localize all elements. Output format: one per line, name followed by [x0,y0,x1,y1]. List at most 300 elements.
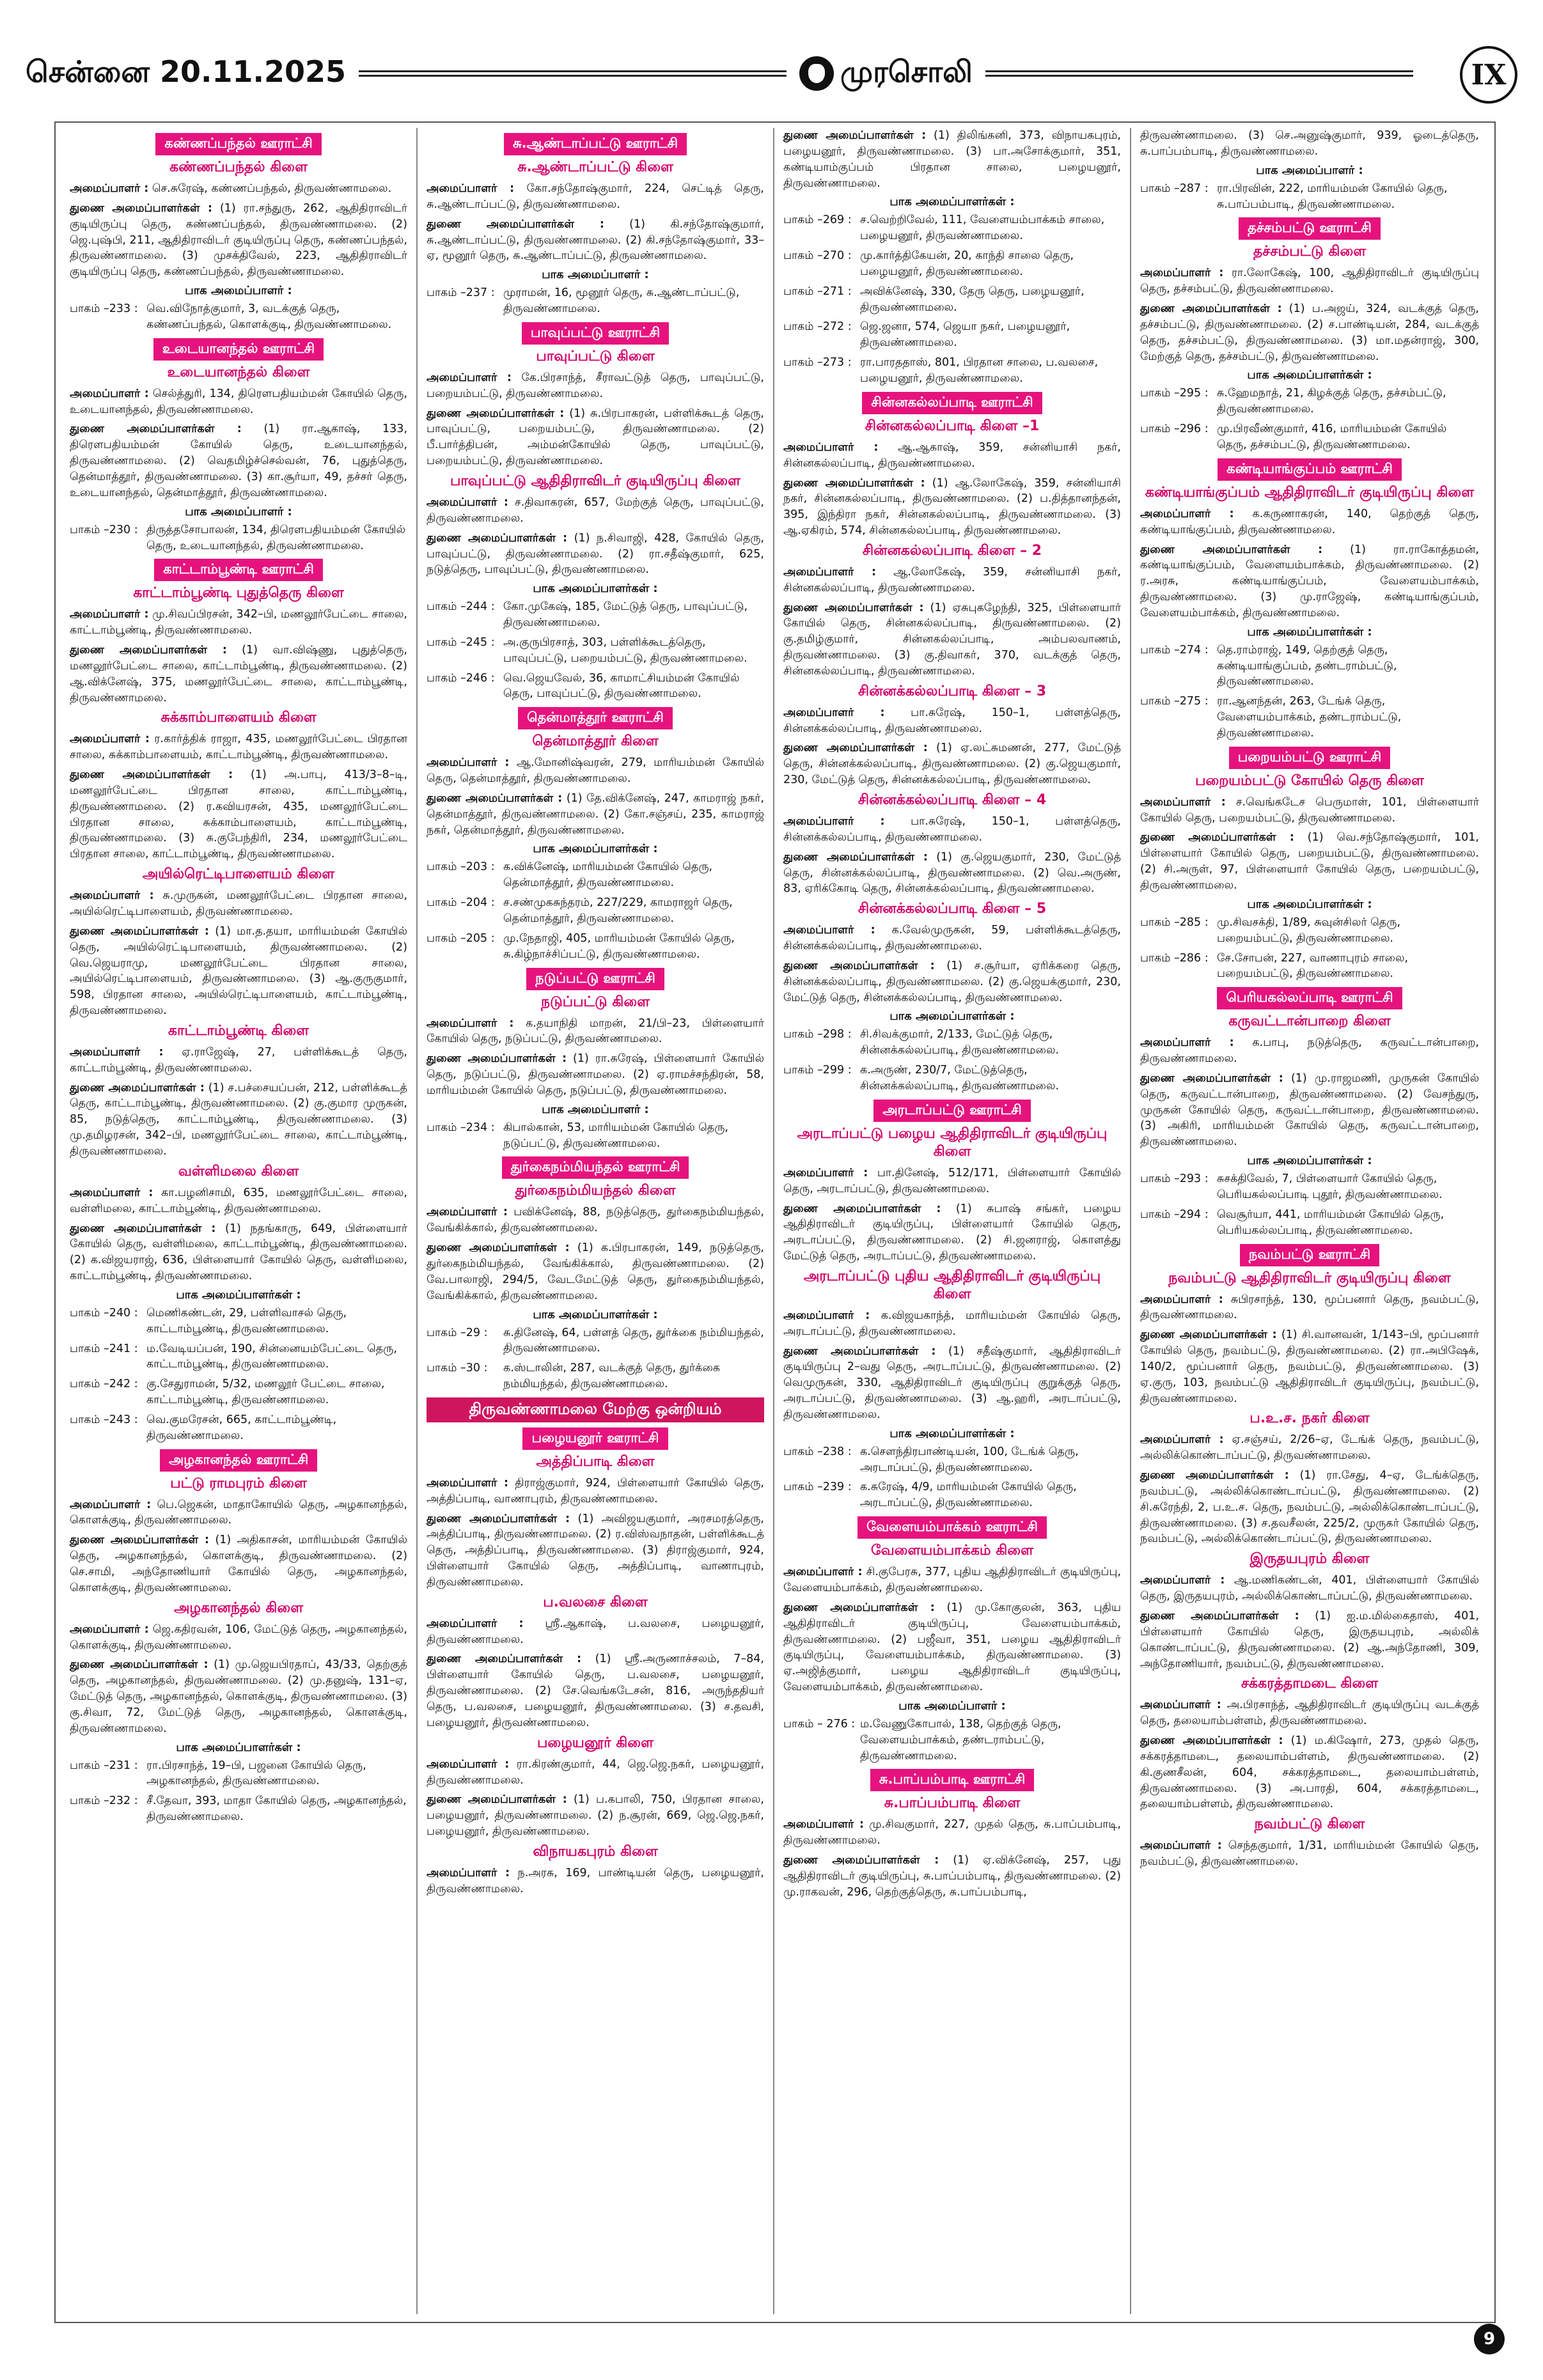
entry-role: துணை அமைப்பாளர்கள் : [783,959,935,972]
entry-paragraph [70,642,407,706]
booth-entry [427,931,764,963]
branch-heading: உடையானந்தல் கிளை [167,364,310,380]
header-rule-left [359,70,787,77]
entry-role: அமைப்பாளர் : [70,608,149,621]
booth-entry [783,355,1121,387]
entry-role: அமைப்பாளர் : [1140,1293,1223,1306]
branch-heading: சு.ஆண்டாப்பட்டு கிளை [517,159,673,175]
branch-heading: சின்னகல்லப்பாடி கிளை –1 [865,417,1040,434]
booth-person: க.ஸ்டாலின், 287, வடக்குத் தெரு, துர்க்கை நம்மியந்தல், திருவண்ணாமலை. [503,1362,720,1391]
booth-number: பாகம் –245 : [427,635,495,649]
booth-number: பாகம் –234 : [427,1121,495,1134]
entry-paragraph [1140,1608,1479,1672]
section-label: பாக அமைப்பாளர்கள் : [889,1009,1015,1023]
booth-number: பாகம் –237 : [427,286,495,300]
entry-paragraph [427,1240,764,1303]
entry-text: (1) திலிங்கனி, 373, விநாயகபுரம், பழையனூர், திருவண்ணாமலை. (3) பா.அசோக்குமார், 351, கண்டியாம்குப்பம் பிரதான சாலை, பழையனூர், திருவண்ணாமலை. [783,129,1121,190]
entry-role: அமைப்பாளர் : [427,182,515,195]
entry-role: துணை அமைப்பாளர்கள் : [427,407,565,420]
booth-person: கு.சேதுராமன், 5/32, மணலூர் பேட்டை சாலை, காட்டாம்பூண்டி, திருவண்ணாமலை. [146,1378,385,1407]
entry-text: (1) கு.ஜெயகுமார், 230, மேட்டுத் தெரு, சின்னக்கல்லப்பாடி, திருவண்ணாமலை. (2) வெ.அருண், 83, ஏரிக்கோடி தெரு, சின்னக்கல்லப்பாடி, திருவண்ணாமலை. [783,850,1121,896]
section-label: பாக அமைப்பாளர் : [185,504,292,518]
booth-person: க.அருண், 230/7, மேட்டுத்தெரு, சின்னக்கல்லப்பாடி, திருவண்ணாமலை. [860,1064,1060,1093]
booth-entry [783,1062,1121,1094]
entry-paragraph [1140,1733,1479,1812]
entry-role: துணை அமைப்பாளர்கள் : [783,129,927,142]
panchayat-heading: சு.ஆண்டாப்பட்டு ஊராட்சி [504,133,687,155]
branch-heading: சின்னக்கல்லப்பாடி கிளை – 5 [858,901,1047,917]
entry-role: அமைப்பாளர் : [783,1166,868,1179]
branch-heading: தச்சம்பட்டு கிளை [1253,244,1367,260]
booth-number: பாகம் –287 : [1140,182,1209,195]
entry-text: ஆ.ஆகாஷ், 359, சன்னியாசி நகர், சின்னகல்லப்பாடி, திருவண்ணாமலை. [783,440,1121,470]
entry-text: (1) மு.கோகுலன், 363, புதிய ஆதிதிராவிடர் குடியிருப்பு, வேளையம்பாக்கம், திருவண்ணாமலை. (2) பஜீவா, 351, பழைய ஆதிதிராவிடர் குடியிருப்பு, வேளையம்பாக்கம், திருவண்ணாமலை. (3) ஏ.அஜித்குமார், பழைய ஆதிதிராவிடர் குடியிருப்பு, வேளையம்பாக்கம், திருவண்ணாமலை. [783,1601,1121,1694]
section-label: பாக அமைப்பாளர்கள் : [533,582,658,596]
entry-text: (1) சுபாஷ் சங்கர், பழைய ஆதிதிராவிடர் குடியிருப்பு, பிள்ளையார் கோயில் தெரு, அரடாப்பட்டு, திருவண்ணாமலை. (2) சி.ஜனராஜ், கொளத்து மேட்டுத் தெரு, அரடாப்பட்டு, திருவண்ணாமலை. [783,1202,1121,1263]
booth-number: பாகம் –285 : [1140,915,1209,929]
section-label: பாக அமைப்பாளர்கள் : [176,1287,301,1302]
booth-person: வெசூர்யா, 441, மாரியம்மன் கோயில் தெரு, பெரியகல்லப்பாடி, திருவண்ணாமலை. [1217,1208,1445,1237]
booth-entry [70,1341,407,1373]
entry-text: க.தயாநிதி மாறன், 21/பி–23, பிள்ளையார் கோயில் தெரு, நடுப்பட்டு, திருவண்ணாமலை. [427,1016,764,1046]
branch-heading: விநாயகபுரம் கிளை [533,1843,658,1860]
entry-text: (1) ரா.ஆகாஷ், 133, திரௌபதியம்மன் கோயில் தெரு, உடையானந்தல், திருவண்ணாமலை. (2) வெதமிழ்ச்செல்வன், 76, புதுத்தெரு, தென்மாத்தூர், திருவண்ணாமலை. (3) கா.சூர்யா, 49, தச்சர் தெரு, உடையானந்தல், தென்மாத்தூர், திருவண்ணாமலை. [70,423,408,499]
entry-paragraph [783,440,1121,472]
entry-role: அமைப்பாளர் : [1140,795,1226,809]
section-label: பாக அமைப்பாளர் : [1256,163,1363,177]
entry-role: அமைப்பாளர் : [427,371,512,384]
entry-text: (1) மு.ஜெயபிரதாப், 43/33, தெற்குத் தெரு, அழகானந்தல், திருவண்ணாமலை. (2) மு.தனுஷ், 131–ஏ, மேட்டுத் தெரு, அழகானந்தல், கொளக்குடி, திருவண்ணாமலை. (3) கு.சிவா, 72, மேட்டுத் தெரு, அழகானந்தல், கொளக்குடி, திருவண்ணாமலை. [70,1658,408,1735]
branch-heading: பறையம்பட்டு கோயில் தெரு கிளை [1195,772,1424,789]
entry-role: அமைப்பாளர் : [783,815,885,828]
booth-number: பாகம் –295 : [1140,387,1209,400]
entry-text: ஏ.ராஜேஷ், 27, பள்ளிக்கூடத் தெரு, காட்டாம்பூண்டி, திருவண்ணாமலை. [70,1045,407,1075]
entry-paragraph [783,922,1121,954]
booth-person: க.சௌந்திரபாண்டியன், 100, டேங்க் தெரு, அரடாப்பட்டு, திருவண்ணாமலை. [860,1445,1079,1474]
entry-paragraph [427,406,764,469]
booth-person: சு.தினேஷ், 64, பள்ளத் தெரு, துர்க்கை நம்மியந்தல், திருவண்ணாமலை. [503,1326,764,1355]
section-label: பாக அமைப்பாளர்கள் : [533,842,658,856]
booth-number: பாகம் –269 : [783,214,852,227]
booth-person: ம.வேணுகோபால், 138, தெற்குத் தெரு, வேளையம்பாக்கம், தண்டராம்பட்டு, திருவண்ணாமலை. [860,1717,1061,1762]
branch-heading: ப.உ.ச. நகர் கிளை [1249,1410,1370,1427]
heading-wrap [427,133,764,155]
entry-role: அமைப்பாளர் : [783,565,876,579]
branch-heading: சின்னக்கல்லப்பாடி கிளை – 3 [858,683,1047,699]
entry-role: அமைப்பாளர் : [1140,507,1234,520]
booth-entry [70,301,407,333]
entry-text: (1) ஏ.லட்சுமணன், 277, மேட்டுத் தெரு, சின்னக்கல்லப்பாடி, திருவண்ணாமலை. (2) கு.ஜெயகுமார், 230, மேட்டுத் தெரு, சின்னக்கல்லப்பாடி, திருவண்ணாமலை. [783,742,1121,787]
entry-text: (1) ரா.சேது, 4–ஏ, டேங்க்தெரு, நவம்பட்டு, அல்லிக்கொண்டாப்பட்டு, திருவண்ணாமலை. (2) சி.சுரேந்தி, 2, ப.உ.ச. தெரு, நவம்பட்டு, அல்லிக்கொண்டாப்பட்டு, திருவண்ணாமலை. (3) ச.தவசீலன், 225/2, முருகர் கோயில் தெரு, நவம்பட்டு, அல்லிக்கொண்டாப்பட்டு, திருவண்ணாமலை. [1140,1469,1479,1546]
entry-paragraph [70,767,407,862]
entry-role: அமைப்பாளர் : [783,706,885,719]
heading-wrap [1140,458,1479,481]
entry-text: (1) ஸ்ரீ.அருணாச்சலம், 7–84, பிள்ளையார் கோயில் தெரு, ப.வலசை, பழையனூர், திருவண்ணாமலை. (2) சே.வெங்கடேசன், 816, அருந்ததியர் தெரு, ப.வலசை, பழையனூர், திருவண்ணாமலை. (3) ச.தவசி, பழையனூர், திருவண்ணாமலை. [427,1653,764,1729]
entry-paragraph [1140,1432,1479,1464]
section-label: பாக அமைப்பாளர் : [542,1102,649,1116]
entry-text: மு.சிவகுமார், 227, முதல் தெரு, சு.பாப்பம்பாடி, திருவண்ணாமலை. [783,1818,1121,1847]
entry-text: (1) ஐ.ம.மில்கைதாஸ், 401, பிள்ளையார் கோயில் தெரு, இருதயபுரம், அல்லிக் கொண்டாப்பட்டு, திருவண்ணாமலை. (2) ஆ.அந்தோணி, 309, அந்தோணியார், நவம்பட்டு, திருவண்ணாமலை. [1140,1610,1480,1670]
panchayat-heading: சின்னகல்லப்பாடி ஊராட்சி [862,392,1042,414]
booth-person: வெ.ஜெயவேல், 36, காமாட்சியம்மன் கோயில் தெரு, பாவுப்பட்டு, திருவண்ணாமலை. [503,671,740,701]
entry-role: துணை அமைப்பாளர்கள் : [1140,1734,1283,1748]
entry-role: அமைப்பாளர் : [783,1566,863,1579]
booth-number: பாகம் –205 : [427,931,495,945]
entry-text: (1) அவிஜயகுமார், அரசமரத்தெரு, அத்திப்பாடி, திருவண்ணாமலை. (2) ர.விஸ்வநாதன், பள்ளிக்கூடத் தெரு, அத்திப்பாடி, திருவண்ணாமலை. (3) திராஜ்குமார், 924, பிள்ளையார் கோயில் தெரு, அத்திப்பாடி, வாணாபுரம், திருவண்ணாமலை. [427,1512,764,1589]
entry-text: (1) சதீஷ்குமார், ஆதிதிராவிடர் குடியிருப்பு 2–வது தெரு, அரடாப்பட்டு, திருவண்ணாமலை. (2) வெமுருகன், 330, ஆதிதிராவிடர் குடியிருப்பு குறுக்குத் தெரு, அரடாப்பட்டு, திருவண்ணாமலை. (3) ஆ.ஹரி, அரடாப்பட்டு, திருவண்ணாமலை. [783,1344,1121,1421]
entry-paragraph [783,1600,1121,1695]
panchayat-heading: சு.பாப்பம்பாடி ஊராட்சி [870,1769,1034,1791]
entry-role: துணை அமைப்பாளர்கள் : [70,924,209,938]
panchayat-heading: அழகானந்தல் ஊராட்சி [160,1449,317,1472]
booth-number: பாகம் –244 : [427,600,495,614]
booth-person: மெணிகண்டன், 29, பள்ளிவாசல் தெரு, காட்டாம்பூண்டி, திருவண்ணாமலை. [146,1306,347,1335]
entry-text: (1) நதங்காரு, 649, பிள்ளையார் கோயில் தெரு, வள்ளிமலை, காட்டாம்பூண்டி, திருவண்ணாமலை. (2) க.விஜயராஜ், 636, பிள்ளையார் கோயில் தெரு, வள்ளிமலை, காட்டாம்பூண்டி, திருவண்ணாமலை. [70,1222,407,1283]
column-1 [61,128,418,2314]
entry-paragraph [1140,1573,1479,1605]
entry-paragraph [1140,542,1479,621]
heading-wrap [70,133,407,155]
entry-paragraph [1140,1327,1479,1406]
branch-heading: துர்கைநம்மியந்தல் கிளை [515,1183,676,1199]
booth-number: பாகம் –230 : [70,523,138,536]
entry-paragraph [783,814,1121,846]
booth-person: ரா.பிரவின், 222, மாரியம்மன் கோயில் தெரு, சு.பாப்பம்பாடி, திருவண்ணாமலை. [1217,182,1448,211]
entry-text: செந்தகுமார், 1/31, மாரியம்மன் கோயில் தெரு, நவம்பட்டு, திருவண்ணாமலை. [1140,1839,1479,1869]
entry-paragraph [427,217,764,265]
booth-person: ம.வேடியப்பன், 190, சின்னையம்பேட்டை தெரு, காட்டாம்பூண்டி, திருவண்ணாமலை. [146,1342,397,1371]
booth-entry [427,859,764,891]
entry-role: அமைப்பாளர் : [427,1617,524,1630]
booth-person: அவிக்னேஷ், 330, தேரு தெரு, பழையனூர், திருவண்ணாமலை. [860,284,1085,314]
booth-number: பாகம் –204 : [427,896,495,910]
entry-text: (1) ரா.சுரேஷ், பிள்ளையார் கோயில் தெரு, நடுப்பட்டு, திருவண்ணாமலை. (2) ஏ.ராமச்சந்திரன், 58, மாரியம்மன் கோயில் தெரு, நடுப்பட்டு, திருவண்ணாமலை. [427,1052,764,1097]
booth-number: பாகம் –275 : [1140,695,1209,708]
branch-heading: பட்டு ராமபுரம் கிளை [170,1475,307,1491]
booth-person: கிபால்கான், 53, மாரியம்மன் கோயில் தெரு, நடுப்பட்டு, திருவண்ணாமலை. [503,1121,728,1150]
panchayat-heading: நவம்பட்டு ஊராட்சி [1240,1244,1379,1266]
heading-wrap [427,707,764,729]
heading-wrap [1140,987,1479,1009]
entry-role: துணை அமைப்பாளர்கள் : [70,423,242,436]
entry-text: பவிக்னேஷ், 88, நடுத்தெரு, துர்கைநம்மியந்தல், வேங்கிக்கால், திருவண்ணாமலை. [427,1206,764,1235]
entry-role: அமைப்பாளர் : [70,1045,164,1059]
booth-person: மு.பிரவீண்குமார், 416, மாரியம்மன் கோயில் தெரு, தச்சம்பட்டு, திருவண்ணாமலை. [1217,423,1447,451]
entry-paragraph [783,1817,1121,1849]
booth-number: பாகம் –239 : [783,1481,852,1494]
heading-wrap [427,1427,764,1450]
booth-person: மு.நேதாஜி, 405, மாரியம்மன் கோயில் தெரு, சு.கிழ்நாச்சிப்பட்டு, திருவண்ணாமலை. [503,931,735,961]
entry-text: (1) வெ.சந்தோஷ்குமார், 101, பிள்ளையார் கோயில் தெரு, பறையம்பட்டு, திருவண்ணாமலை. (2) சி.அருள், 97, பிள்ளையார் கோயில் தெரு, பறையம்பட்டு, திருவண்ணாமலை. [1140,831,1479,892]
entry-paragraph [70,1221,407,1284]
booth-entry [783,319,1121,351]
entry-text: (1) கி.சந்தோஷ்குமார், சு.ஆண்டாப்பட்டு, திருவண்ணாமலை. (2) கி.சந்தோஷ்குமார், 33–ஏ, மூனூர் தெரு, சு.ஆண்டாப்பட்டு, திருவண்ணாமலை. [427,217,764,263]
entry-paragraph [783,1344,1121,1423]
branch-heading: அரடாப்பட்டு புதிய ஆதிதிராவிடர் குடியிருப்பு கிளை [803,1268,1101,1302]
entry-text: (1) ஆ.லோகேஷ், 359, சன்னியாசி நகர், சின்னகல்லப்பாடி, திருவண்ணாமலை. (2) ப.தித்தானந்தன், 395, இந்திரா நகர், சின்னகல்லப்பாடி, திருவண்ணாமலை. (3) ஆ.ஏகிரம், 574, சின்னகல்லப்பாடி, திருவண்ணாமலை. [783,476,1121,538]
entry-text: கே.பிரசாந்த், சீராவட்டுத் தெரு, பாவுப்பட்டு, பறையம்பட்டு, திருவண்ணாமலை. [427,371,764,400]
branch-heading: சக்கரத்தாமடை கிளை [1241,1676,1379,1692]
section-label: பாக அமைப்பாளர்கள் : [889,195,1015,209]
page-roman-badge: IX [1460,46,1517,104]
booth-entry [783,212,1121,244]
entry-role: அமைப்பாளர் : [70,387,149,400]
entry-paragraph [70,1080,407,1160]
entry-paragraph [70,1532,407,1596]
entry-role: அமைப்பாளர் : [1140,1433,1224,1447]
booth-person: க.விக்னேஷ், மாரியம்மன் கோயில் தெரு, தென்மாத்தூர், திருவண்ணாமலை. [503,860,713,890]
heading-wrap [783,392,1121,414]
booth-entry [70,1412,407,1444]
branch-heading: பாவுப்பட்டு ஆதிதிராவிடர் குடியிருப்பு கிளை [450,472,740,489]
entry-paragraph [783,128,1121,191]
entry-text: க.பாபு, நடுத்தெரு, கருவட்டான்பாறை, திருவண்ணாமலை. [1140,1036,1479,1066]
entry-role: அமைப்பாளர் : [70,1498,152,1511]
brand-name: முரசொலி [840,54,973,89]
entry-role: துணை அமைப்பாளர்கள் : [427,791,563,805]
booth-number: பாகம் –294 : [1140,1208,1209,1221]
booth-entry [70,1305,407,1337]
entry-role: அமைப்பாளர் : [70,1622,149,1636]
rising-sun-icon [799,56,834,91]
branch-heading: காட்டாம்பூண்டி புதுத்தெரு கிளை [133,585,344,602]
entry-role: துணை அமைப்பாளர்கள் : [1140,831,1294,844]
entry-role: துணை அமைப்பாளர்கள் : [70,1081,205,1094]
entry-text: ச.திவாகரன், 657, மேற்குத் தெரு, பாவுப்பட்டு, திருவண்ணாமலை. [427,495,764,525]
section-label: பாக அமைப்பாளர்கள் : [1247,1154,1372,1168]
booth-entry [1140,1171,1479,1203]
entry-paragraph [427,1651,764,1731]
booth-person: கோ.முகேஷ், 185, மேட்டுத் தெரு, பாவுப்பட்டு, திருவண்ணாமலை. [503,600,748,630]
page-number: 9 [1474,2324,1505,2354]
booth-number: பாகம் –203 : [427,860,495,874]
booth-person: சி.சிவக்குமார், 2/133, மேட்டுத் தெரு, சின்னக்கல்லப்பாடி, திருவண்ணாமலை. [860,1028,1060,1057]
section-label: பாக அமைப்பாளர் : [185,284,292,298]
entry-role: அமைப்பாளர் : [783,924,875,937]
booth-entry [783,1444,1121,1476]
entry-role: துணை அமைப்பாளர்கள் : [427,1241,570,1255]
booth-entry [1140,694,1479,742]
booth-entry [783,248,1121,280]
heading-wrap [783,1100,1121,1122]
entry-text: (1) க.பிரபாகரன், 149, நடுத்தெரு, துர்கைநம்மியந்தல், வேங்கிக்கால், திருவண்ணாமலை. (2) வே.பாலாஜி, 294/5, வேடமேட்டுத் தெரு, துர்கைநம்மியந்தல், வேங்கிக்கால், திருவண்ணாமலை. [427,1241,764,1302]
booth-person: சீ.தேவா, 393, மாதா கோயில் தெரு, அழகானந்தல், திருவண்ணாமலை. [146,1794,407,1824]
entry-text: (1) மா.த.தயா, மாரியம்மன் கோயில் தெரு, அயில்ரெட்டிபாளையம், திருவண்ணாமலை. (2) வெ.ஜெயராமு, மணலூர்பேட்டை பிரதான சாலை, அயில்ரெட்டிபாளையம், திருவண்ணாமலை. (3) ஆ.குருகுமார், 598, பிரதான சாலை, அயில்ரெட்டிபாளையம், காட்டாம்பூண்டி, திருவண்ணாமலை. [70,924,407,1018]
entry-role: துணை அமைப்பாளர்கள் : [70,1658,208,1672]
booth-number: பாகம் –272 : [783,320,852,334]
entry-text: மு.சிவப்பிரசன், 342–பி, மணலூர்பேட்டை சாலை, காட்டாம்பூண்டி, திருவண்ணாமலை. [70,608,407,637]
entry-paragraph [1140,1468,1479,1547]
entry-paragraph [1140,1292,1479,1324]
booth-number: பாகம் –299 : [783,1064,852,1077]
booth-entry [427,1120,764,1152]
entry-role: துணை அமைப்பாளர்கள் : [70,644,227,657]
entry-role: துணை அமைப்பாளர்கள் : [427,1653,582,1666]
booth-number: பாகம் –231 : [70,1759,138,1772]
entry-paragraph [783,958,1121,1006]
entry-paragraph [1140,301,1479,364]
entry-text: ரா.லோகேஷ், 100, ஆதிதிராவிடர் குடியிருப்பு தெரு, தச்சம்பட்டு, திருவண்ணாமலை. [1140,267,1479,296]
entry-role: துணை அமைப்பாளர்கள் : [427,1512,570,1525]
booth-entry [427,1360,764,1392]
booth-person: ச.வெற்றிவேல், 111, வேளையம்பாக்கம் சாலை, பழையனூர், திருவண்ணாமலை. [860,214,1105,243]
entry-role: அமைப்பாளர் : [70,889,154,903]
entry-role: அமைப்பாளர் : [427,1206,508,1219]
booth-number: பாகம் –241 : [70,1342,138,1355]
entry-text: திராஜ்குமார், 924, பிள்ளையார் கோயில் தெரு, அத்திப்பாடி, வாணாபுரம், திருவண்ணாமலை. [427,1476,764,1505]
entry-text: (1) சு.பிரபாகரன், பள்ளிக்கூடத் தெரு, பாவுப்பட்டு, பறையம்பட்டு, திருவண்ணாமலை. (2) பீ.பார்த்திபன், அம்மன்கோயில் தெரு, பாவுப்பட்டு, பறையம்பட்டு, திருவண்ணாமலை. [427,407,764,468]
entry-text: (1) ப.கபாலி, 750, பிரதான சாலை, பழையனூர், திருவண்ணாமலை. (2) ந.சூரன், 669, ஜெ.ஜெ.நகர், பழையனூர், திருவண்ணாமலை. [427,1793,764,1839]
panchayat-heading: தச்சம்பட்டு ஊராட்சி [1239,217,1381,240]
entry-text: (1) வா.விஷ்ணு, புதுத்தெரு, மணலூர்பேட்டை சாலை, காட்டாம்பூண்டி, திருவண்ணாமலை. (2) ஆ.விக்னேஷ், 375, மணலூர்பேட்டை சாலை, காட்டாம்பூண்டி, திருவண்ணாமலை. [70,644,407,704]
entry-paragraph [427,1616,764,1648]
branch-heading: ப.வலசை கிளை [543,1594,648,1610]
branch-heading: சின்னக்கல்லப்பாடி கிளை – 4 [858,792,1047,808]
entry-paragraph [427,1792,764,1840]
entry-paragraph [783,850,1121,898]
booth-entry [1140,1207,1479,1239]
entry-role: துணை அமைப்பாளர்கள் : [427,1793,567,1807]
entry-text: பா.சுரேஷ், 150–1, பள்ளத்தெரு, சின்னக்கல்லப்பாடி, திருவண்ணாமலை. [783,815,1121,844]
booth-person: மு.சிவசக்தி, 1/89, சுவுன்சிலர் தெரு, பறையம்பட்டு, திருவண்ணாமலை. [1217,915,1401,945]
entry-paragraph [70,1622,407,1654]
entry-role: துணை அமைப்பாளர்கள் : [427,1052,567,1066]
entry-role: துணை அமைப்பாளர்கள் : [427,531,568,545]
entry-text: (1) ப.அஜய், 324, வடக்குத் தெரு, தச்சம்பட்டு, திருவண்ணாமலை. (2) ச.பாண்டியன், 284, வடக்குத் தெரு, தச்சம்பட்டு, திருவண்ணாமலை. (3) மா.மதன்ராஜ், 300, மேற்குத் தெரு, தச்சம்பட்டு, திருவண்ணாமலை. [1140,302,1479,363]
booth-person: ரா.ஆனந்தன், 263, டேங்க் தெரு, வேளையம்பாக்கம், தண்டராம்பட்டு, திருவண்ணாமலை. [1217,695,1402,740]
entry-text: ரா.கிரண்குமார், 44, ஜெ.ஜெ.நகர், பழையனூர், திருவண்ணாமலை. [427,1757,765,1787]
entry-paragraph [70,607,407,639]
entry-paragraph [783,600,1121,680]
booth-person: சே.சோபன், 227, வாணாபுரம் சாலை, பறையம்பட்டு, திருவண்ணாமலை. [1217,951,1409,981]
booth-person: சு.ஹேமநாத், 21, கிழக்குத் தெரு, தச்சம்பட்டு, திருவண்ணாமலை. [1217,387,1446,416]
entry-text: ஆ.மணிகண்டன், 401, பிள்ளையார் கோயில் தெரு, இருதயபுரம், அல்லிக்கொண்டாப்பட்டு, திருவண்ணாமலை. [1140,1574,1479,1603]
booth-entry [70,1793,407,1825]
entry-role: துணை அமைப்பாளர்கள் : [1140,302,1282,316]
entry-text: ந.அரசு, 169, பாண்டியன் தெரு, பழையனூர், திருவண்ணாமலை. [427,1866,764,1895]
column-3 [774,128,1131,2314]
page-header [26,45,1490,102]
heading-wrap [783,1769,1121,1791]
heading-wrap [70,1449,407,1472]
entry-paragraph [427,495,764,527]
entry-role: அமைப்பாளர் : [70,182,149,195]
panchayat-heading: பெரியகல்லப்பாடி ஊராட்சி [1217,987,1402,1009]
branch-heading: சின்னகல்லப்பாடி கிளை – 2 [862,542,1042,559]
panchayat-heading: வேளையம்பாக்கம் ஊராட்சி [858,1516,1047,1539]
content-columns [61,128,1490,2314]
entry-text: கோ.சந்தோஷ்குமார், 224, செட்டித் தெரு, சு.ஆண்டாப்பட்டு, திருவண்ணாமலை. [427,182,764,211]
entry-paragraph [427,755,764,787]
entry-paragraph [70,1045,407,1077]
entry-text: (1) ம.கிஷோர், 273, முதல் தெரு, சக்கரத்தாமடை, தலையாம்பள்ளம், திருவண்ணாமலை. (2) கி.குணசீலன், 604, சக்கரத்தாமடை, தலையாம்பள்ளம், திருவண்ணாமலை. (3) அ.பாரதி, 604, சக்கரத்தாமடை, தலையாம்பள்ளம், திருவண்ணாமலை. [1140,1734,1479,1811]
entry-role: துணை அமைப்பாளர்கள் : [70,1534,210,1547]
entry-role: துணை அமைப்பாளர்கள் : [427,217,604,231]
entry-paragraph [70,201,407,280]
masthead-logo [799,54,973,93]
entry-text: (1) ரா.சந்துரு, 262, ஆதிதிராவிடர் குடியிருப்பு தெரு, கண்ணப்பந்தல், திருவண்ணாமலை. (2) ஜெ.புஷ்பி, 211, ஆதிதிராவிடர் குடியிருப்பு தெரு, கண்ணப்பந்தல், திருவண்ணாமலை. (3) முசக்திவேல், 223, ஆதிதிராவிடர் குடியிருப்பு தெரு, கண்ணப்பந்தல், திருவண்ணாமலை. [70,201,407,279]
section-label: பாக அமைப்பாளர்கள் : [176,1740,301,1754]
heading-wrap [70,338,407,361]
entry-paragraph [1140,265,1479,297]
entry-text: க.விஜயகாந்த், மாரியம்மன் கோயில் தெரு, அரடாப்பட்டு, திருவண்ணாமலை. [783,1309,1121,1338]
entry-role: துணை அமைப்பாளர்கள் : [783,1202,941,1215]
booth-entry [427,895,764,927]
entry-role: துணை அமைப்பாளர்கள் : [783,1854,939,1867]
heading-wrap [783,1516,1121,1539]
booth-number: பாகம் –242 : [70,1378,138,1391]
entry-paragraph [1140,1838,1479,1870]
booth-number: பாகம் – 276 : [783,1717,856,1731]
section-label: பாக அமைப்பாளர்கள் : [1247,897,1372,911]
entry-paragraph [427,1204,764,1236]
booth-person: க.சுரேஷ், 4/9, மாரியம்மன் கோயில் தெரு, அரடாப்பட்டு, திருவண்ணாமலை. [860,1481,1077,1510]
entry-role: அமைப்பாளர் : [1140,1839,1222,1853]
booth-number: பாகம் –29 : [427,1326,488,1339]
branch-heading: சு.பாப்பம்பாடி கிளை [884,1795,1021,1812]
booth-entry [427,1325,764,1357]
entry-role: அமைப்பாளர் : [70,1186,153,1199]
booth-entry [1140,915,1479,947]
booth-person: வெ.குமரேசன், 665, காட்டாம்பூண்டி, திருவண்ணாமலை. [146,1413,337,1442]
booth-number: பாகம் –30 : [427,1362,488,1375]
entry-role: அமைப்பாளர் : [70,733,150,746]
booth-entry [1140,951,1479,983]
entry-role: அமைப்பாளர் : [427,495,508,509]
branch-heading: கண்ணப்பந்தல் கிளை [169,159,308,175]
booth-entry [783,1027,1121,1059]
booth-number: பாகம் –273 : [783,356,852,369]
entry-text: திருவண்ணாமலை. (3) செ.அனுஷ்குமார், 939, ஓடைத்தெரு, சு.பாப்பம்பாடி, திருவண்ணாமலை. [1140,129,1479,158]
header-rule-right [985,70,1413,77]
union-heading: திருவண்ணாமலை மேற்கு ஒன்றியம் [427,1397,764,1422]
section-label: பாக அமைப்பாளர்கள் : [533,1307,658,1321]
entry-paragraph [70,1497,407,1529]
entry-text: ஆ.மோனிஷ்வரன், 279, மாரியம்மன் கோயில் தெரு, தென்மாத்தூர், திருவண்ணாமலை. [427,756,764,786]
booth-person: திருத்தசோபாலன், 134, திரௌபதியம்மன் கோயில் தெரு, உடையானந்தல், திருவண்ணாமலை. [146,523,406,552]
entry-paragraph [1140,506,1479,538]
booth-person: ரா.பாரததாஸ், 801, பிரதான சாலை, ப.வலசை, பழையனூர், திருவண்ணாமலை. [860,356,1099,385]
entry-role: துணை அமைப்பாளர்கள் : [1140,1469,1289,1482]
booth-entry [783,1716,1121,1764]
entry-role: அமைப்பாளர் : [1140,1574,1225,1587]
entry-text: (1) மு.ராஜமணி, முருகன் கோயில் தெரு, கருவட்டான்பாறை, திருவண்ணாமலை. (2) வேசந்துரு, முருகன் கோயில் தெரு, கருவட்டான்பாறை, திருவண்ணாமலை. (3) அகிரி, மாரியம்மன் கோயில் தெரு, கருவட்டான்பாறை, திருவண்ணாமலை. [1140,1071,1479,1149]
booth-number: பாகம் –240 : [70,1306,138,1319]
entry-paragraph [70,421,407,501]
panchayat-heading: பாவுப்பட்டு ஊராட்சி [522,322,669,345]
entry-text: (1) ச.சூர்யா, ஏரிக்கரை தெரு, சின்னக்கல்லப்பாடி, திருவண்ணாமலை. (2) கு.ஜெயக்குமார், 230, மேட்டுத் தெரு, சின்னக்கல்லப்பாடி, திருவண்ணாமலை. [783,959,1121,1004]
entry-text: பா.சுரேஷ், 150–1, பள்ளத்தெரு, சின்னக்கல்லப்பாடி, திருவண்ணாமலை. [783,706,1121,735]
booth-entry [427,599,764,631]
booth-number: பாகம் –271 : [783,284,852,298]
entry-paragraph [427,1051,764,1099]
heading-wrap [427,1156,764,1179]
booth-number: பாகம் –246 : [427,671,495,685]
panchayat-heading: உடையானந்தல் ஊராட்சி [153,338,324,361]
section-label: பாக அமைப்பாளர்கள் : [1247,625,1372,639]
entry-role: அமைப்பாளர் : [427,1476,508,1489]
panchayat-heading: துர்கைநம்மியந்தல் ஊராட்சி [502,1156,689,1179]
entry-role: அமைப்பாளர் : [1140,1036,1234,1050]
branch-heading: பாவுப்பட்டு கிளை [536,348,655,364]
entry-text: கா.பழனிசாமி, 635, மணலூர்பேட்டை சாலை, வள்ளிமலை, காட்டாம்பூண்டி, திருவண்ணாமலை. [70,1186,407,1215]
entry-text: (1) ரா.ராகோத்தமன், கண்டியாங்குப்பம், வேளையம்பாக்கம், திருவண்ணாமலை. (2) ர.அரசு, கண்டியாங்குப்பம், வேளையம்பாக்கம், திருவண்ணாமலை. (3) மு.ராஜேஷ், கண்டியாங்குப்பம், வேளையம்பாக்கம், திருவண்ணாமலை. [1140,543,1479,619]
booth-number: பாகம் –286 : [1140,951,1209,965]
panchayat-heading: பறையம்பட்டு ஊராட்சி [1229,747,1391,769]
entry-text: ஏ.சஞ்சய், 2/26–ஏ, டேங்க் தெரு, நவம்பட்டு, அல்லிக்கொண்டாப்பட்டு, திருவண்ணாமலை. [1140,1433,1480,1463]
entry-role: அமைப்பாளர் : [427,756,510,770]
booth-number: பாகம் –238 : [783,1445,852,1458]
